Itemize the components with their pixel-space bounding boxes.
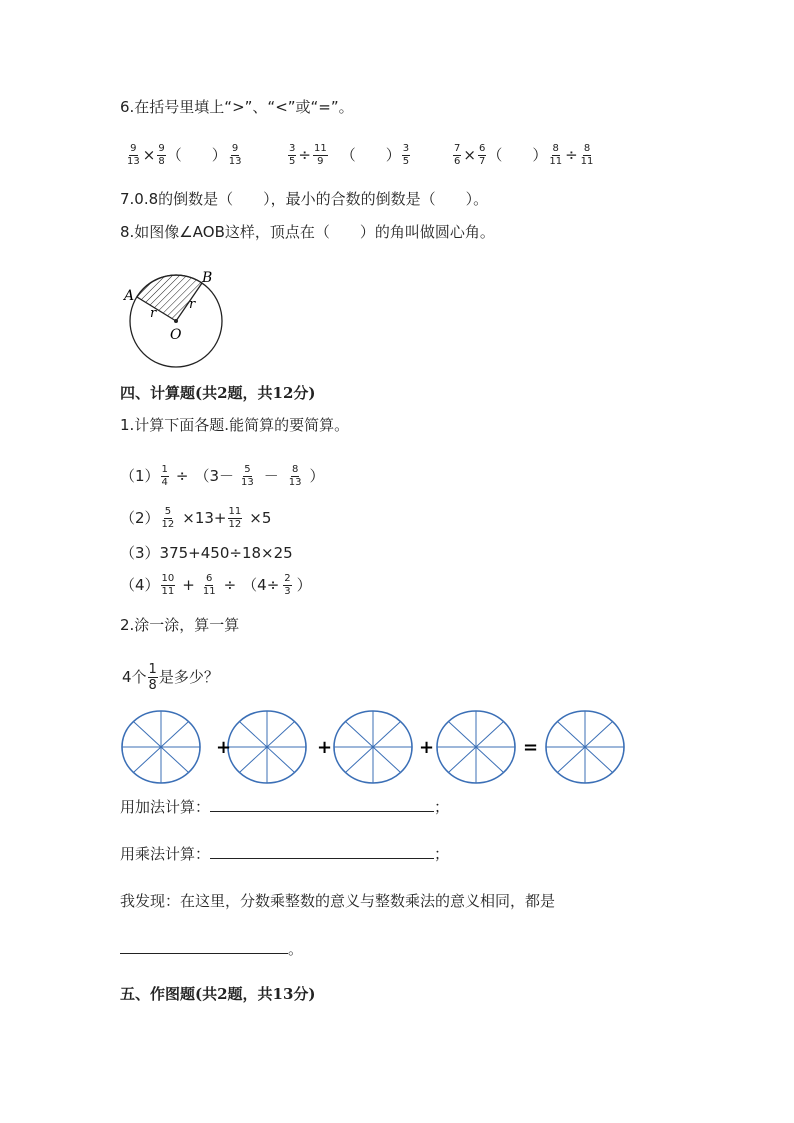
label-b: B (202, 270, 213, 286)
s4-q1-part3: （3）375+450÷18×25 (120, 544, 293, 562)
answer-paren[interactable]: （ ） (487, 146, 548, 164)
equals-sign: = (523, 737, 539, 758)
fraction: $\frac{1}{4}$ (161, 464, 168, 488)
answer-paren[interactable]: （ ） (166, 146, 227, 164)
fraction: $\frac{3}{5}$ (289, 143, 296, 167)
center-point (174, 319, 178, 323)
s4-q1-part1: （1） $\frac{1}{4}$ ÷ （3－ $\frac{5}{13}$ － $\frac{8}{13}$ ） (120, 464, 325, 488)
fraction: $\frac{8}{11}$ (580, 143, 594, 167)
label-r-left: r (150, 306, 157, 321)
fraction: $\frac{9}{8}$ (158, 143, 165, 167)
fraction-circle[interactable] (122, 711, 200, 783)
label-a: A (124, 288, 135, 304)
mul-calc-row: 用乘法计算： ； (120, 845, 450, 863)
q8-text: 8.如图像∠AOB这样，顶点在（ ）的角叫做圆心角。 (120, 223, 495, 241)
fraction: $\frac{2}{3}$ (284, 573, 291, 597)
q7-text: 7.0.8的倒数是（ ），最小的合数的倒数是（ ）。 (120, 190, 489, 208)
fraction: $\frac{5}{12}$ (161, 506, 175, 530)
operator: ÷ (565, 146, 578, 164)
fraction: $\frac{8}{11}$ (549, 143, 563, 167)
fraction: $\frac{10}{11}$ (161, 573, 175, 597)
s4-q2-text: 2.涂一涂，算一算 (120, 616, 240, 634)
fraction-circle[interactable] (546, 711, 624, 783)
q6-text: 6.在括号里填上“>”、“<”或“=”。 (120, 98, 354, 116)
operator: × (463, 146, 476, 164)
operator: ÷ (298, 146, 311, 164)
fraction: $\frac{1}{8}$ (148, 662, 157, 693)
q6-item-1 (125, 143, 243, 168)
discover-text: 我发现：在这里，分数乘整数的意义与整数乘法的意义相同，都是 (120, 892, 556, 910)
plus-sign: + (317, 737, 333, 758)
s4-q1-part2: （2） $\frac{5}{12}$ ×13+ $\frac{11}{12}$ ×5 (120, 506, 272, 530)
fraction: $\frac{11}{12}$ (228, 506, 242, 530)
operator: × (142, 146, 156, 164)
q6-item-2 (287, 143, 411, 168)
mul-calc-answer-line[interactable] (210, 844, 434, 859)
mul-calc-label: 用乘法计算： (120, 845, 211, 863)
fraction: $\frac{8}{13}$ (288, 464, 302, 488)
fraction-circle[interactable] (334, 711, 412, 783)
fraction-circles-row (118, 705, 632, 791)
s4-q1-text: 1.计算下面各题.能简算的要简算。 (120, 416, 350, 434)
add-calc-answer-line[interactable] (210, 797, 434, 812)
q6-item-3 (452, 143, 595, 168)
discover-answer-row: 。 (120, 938, 303, 959)
add-calc-label: 用加法计算： (120, 798, 211, 816)
central-angle-figure (118, 266, 230, 370)
fraction: $\frac{11}{9}$ (313, 143, 327, 167)
add-calc-row: 用加法计算： ； (120, 798, 450, 816)
label-r-right: r (189, 297, 196, 312)
answer-paren[interactable]: （ ） (340, 146, 401, 164)
label-o: O (170, 327, 182, 343)
fraction-circle[interactable] (437, 711, 515, 783)
section-5-heading: 五、作图题(共2题，共13分) (120, 985, 316, 1003)
fraction: $\frac{9}{13}$ (228, 143, 242, 167)
s4-q2-question: 4个 $\frac{1}{8}$ 是多少？ (122, 662, 219, 693)
fraction: $\frac{6}{7}$ (478, 143, 486, 167)
fraction: $\frac{9}{13}$ (127, 143, 140, 167)
fraction: $\frac{5}{13}$ (241, 464, 254, 488)
plus-sign: + (419, 737, 435, 758)
fraction: $\frac{7}{6}$ (454, 143, 461, 167)
section-4-heading: 四、计算题(共2题，共12分) (120, 384, 316, 402)
fraction: $\frac{6}{11}$ (202, 573, 216, 597)
s4-q1-part4: （4） $\frac{10}{11}$ + $\frac{6}{11}$ ÷ （4÷ $\frac{2}{3}$ ） (120, 573, 312, 597)
discover-answer-line[interactable] (120, 939, 288, 954)
fraction-circle[interactable] (228, 711, 306, 783)
fraction: $\frac{3}{5}$ (402, 143, 410, 167)
plus-sign: + (216, 737, 232, 758)
